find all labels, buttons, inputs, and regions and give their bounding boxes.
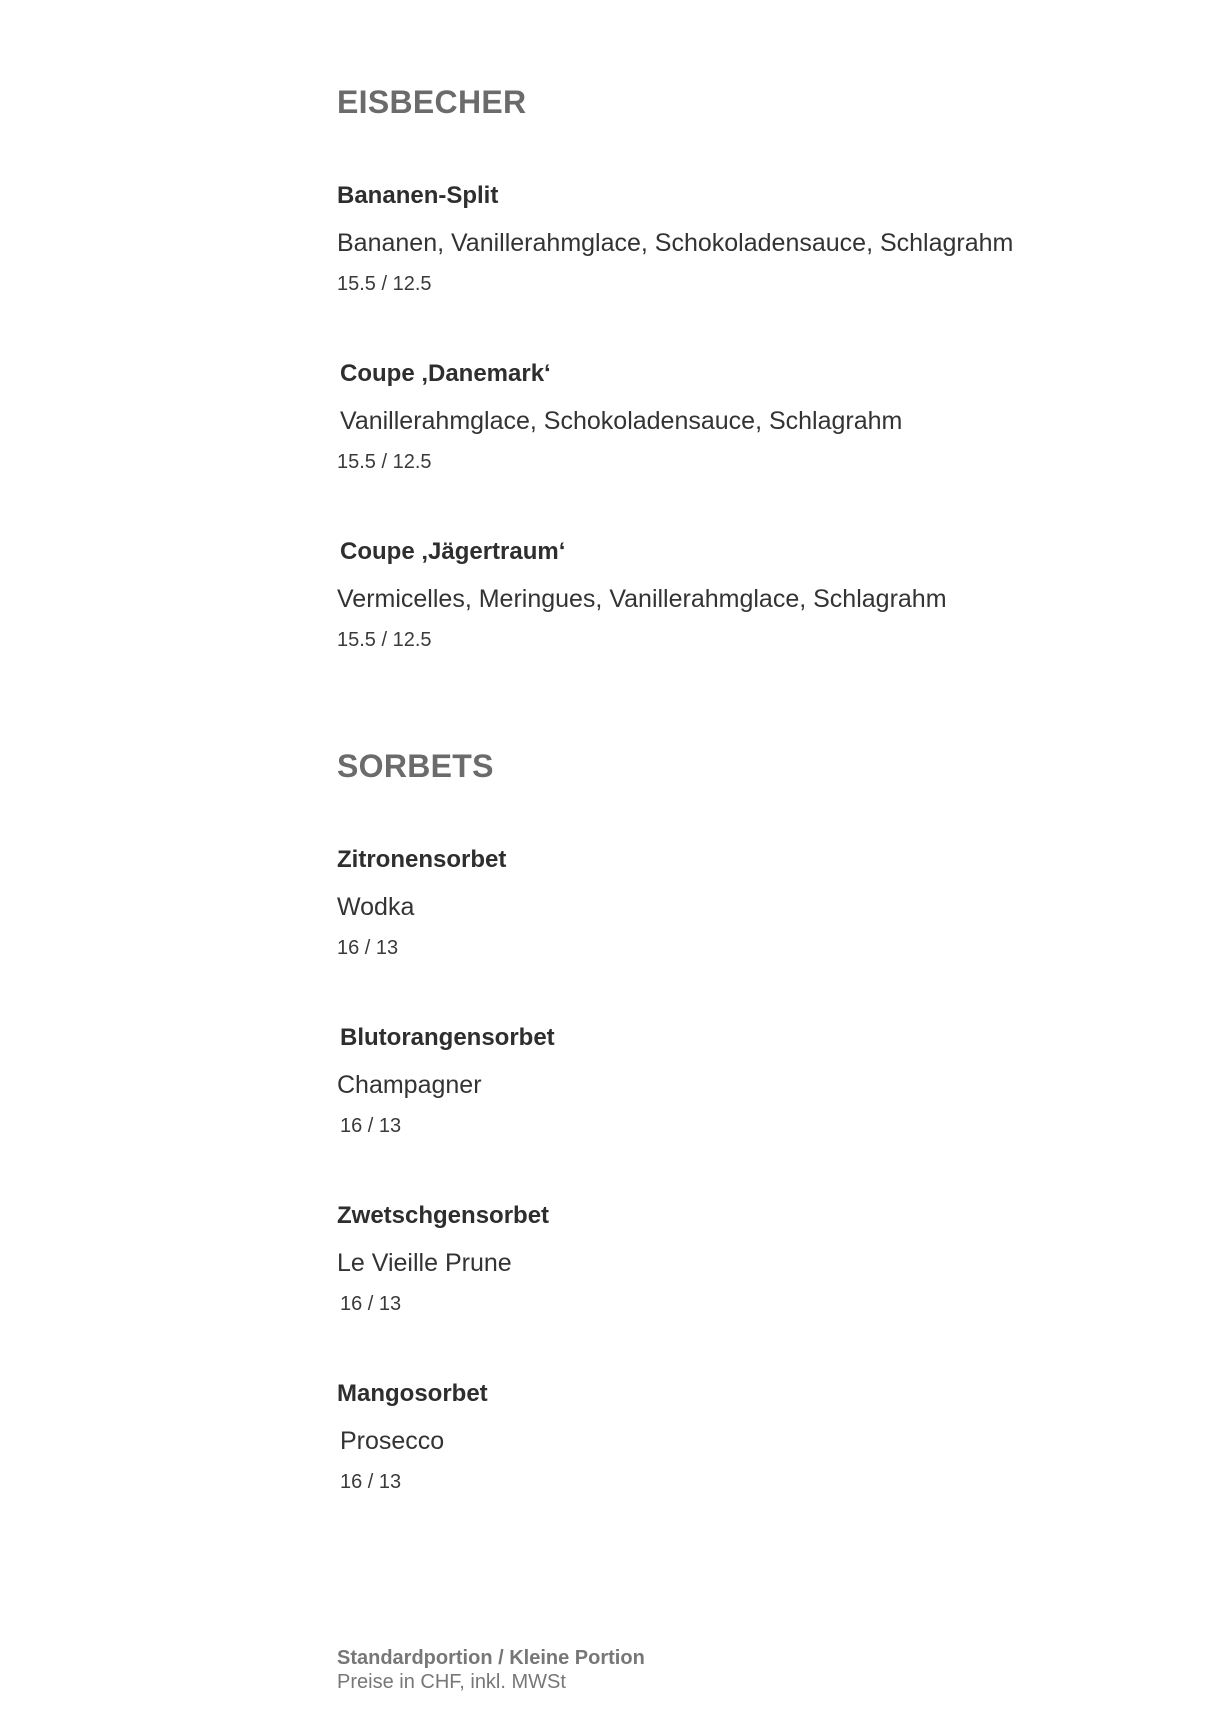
item-name: Coupe ‚Jägertraum‘ [340,538,566,565]
item-price: 15.5 / 12.5 [337,273,432,295]
portion-note: Standardportion / Kleine Portion [337,1647,645,1669]
item-name: Coupe ‚Danemark‘ [340,360,551,387]
menu-item [337,1380,1097,1494]
price-note: Preise in CHF, inkl. MWSt [337,1671,566,1693]
section-title-eisbecher: EISBECHER [337,84,527,120]
item-price: 15.5 / 12.5 [337,451,432,473]
menu-item [337,538,1100,652]
item-name: Bananen-Split [337,182,499,209]
item-description: Vermicelles, Meringues, Vanillerahmglace, Schlagrahm [337,585,947,613]
item-description: Wodka [337,893,415,921]
item-description: Le Vieille Prune [337,1249,512,1277]
menu-item [337,1202,1097,1316]
item-name: Blutorangensorbet [340,1024,555,1051]
section-title-sorbets: SORBETS [337,748,494,784]
item-price: 16 / 13 [340,1115,402,1137]
menu-page [337,0,1097,1728]
item-price: 16 / 13 [337,937,399,959]
menu-item [337,1024,1100,1138]
item-price: 16 / 13 [340,1471,402,1493]
item-description: Vanillerahmglace, Schokoladensauce, Schlagrahm [340,407,903,435]
item-name: Zitronensorbet [337,846,507,873]
item-price: 15.5 / 12.5 [337,629,432,651]
item-name: Zwetschgensorbet [337,1202,550,1229]
item-name: Mangosorbet [337,1380,488,1407]
menu-item [337,182,1097,296]
item-description: Bananen, Vanillerahmglace, Schokoladensauce, Schlagrahm [337,229,1014,257]
item-description: Champagner [337,1071,482,1099]
menu-item [337,846,1097,960]
item-description: Prosecco [340,1427,445,1455]
footer-note [337,1646,645,1694]
item-price: 16 / 13 [340,1293,402,1315]
menu-item [337,360,1100,474]
